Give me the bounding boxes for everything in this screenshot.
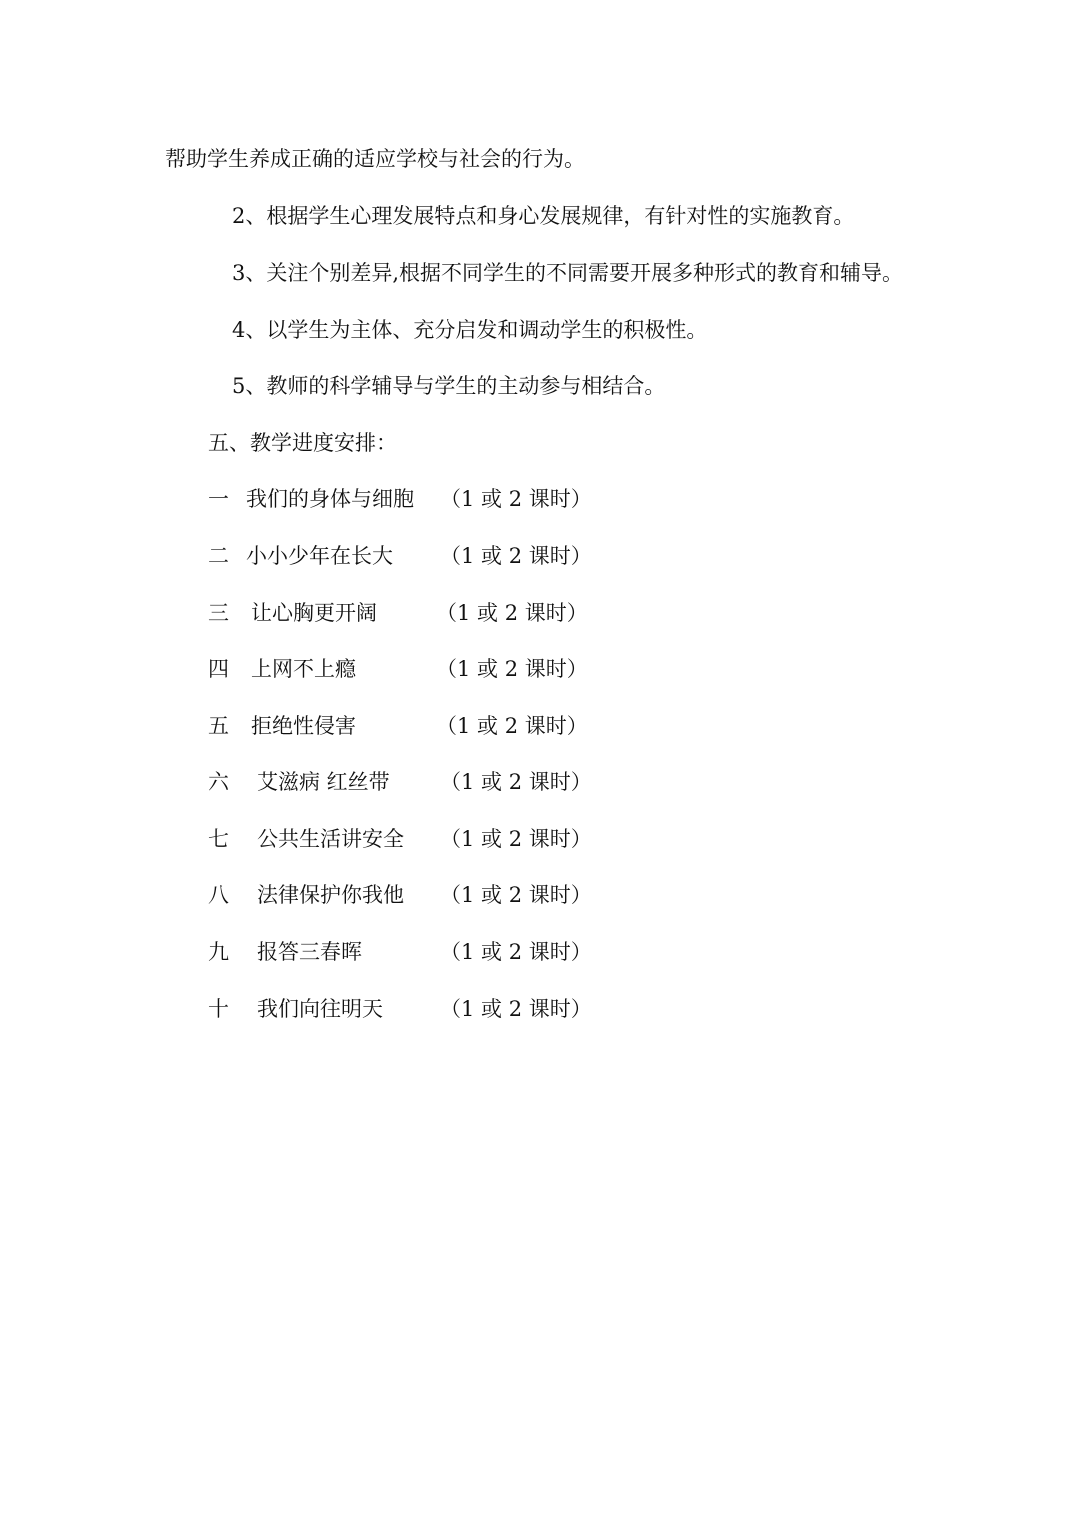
schedule-item-hours: （1 或 2 课时） bbox=[440, 827, 592, 851]
schedule-item-number: 九 bbox=[208, 940, 229, 964]
schedule-item-title: 我们向往明天 bbox=[257, 997, 383, 1021]
paragraph-point-4: 4、以学生为主体、充分启发和调动学生的积极性。 bbox=[232, 318, 708, 342]
schedule-item-title: 我们的身体与细胞 bbox=[246, 487, 414, 511]
paragraph-point-3: 3、关注个别差异,根据不同学生的不同需要开展多种形式的教育和辅导。 bbox=[232, 261, 904, 285]
schedule-item-title: 小小少年在长大 bbox=[246, 544, 393, 568]
paragraph-continuation: 帮助学生养成正确的适应学校与社会的行为。 bbox=[165, 147, 585, 171]
schedule-item-hours: （1 或 2 课时） bbox=[440, 544, 592, 568]
schedule-item-hours: （1 或 2 课时） bbox=[440, 770, 592, 794]
schedule-item-title: 法律保护你我他 bbox=[257, 883, 404, 907]
schedule-item-hours: （1 或 2 课时） bbox=[440, 883, 592, 907]
schedule-item-number: 七 bbox=[208, 827, 229, 851]
schedule-item-number: 八 bbox=[208, 883, 229, 907]
schedule-item-title: 拒绝性侵害 bbox=[251, 714, 356, 738]
schedule-item-number: 四 bbox=[208, 657, 229, 681]
schedule-item-hours: （1 或 2 课时） bbox=[440, 487, 592, 511]
schedule-item-title: 报答三春晖 bbox=[257, 940, 362, 964]
schedule-item-hours: （1 或 2 课时） bbox=[440, 997, 592, 1021]
schedule-item-hours: （1 或 2 课时） bbox=[436, 601, 588, 625]
paragraph-point-2: 2、根据学生心理发展特点和身心发展规律，有针对性的实施教育。 bbox=[232, 204, 855, 228]
schedule-item-number: 二 bbox=[208, 544, 229, 568]
schedule-item-hours: （1 或 2 课时） bbox=[436, 714, 588, 738]
schedule-item-title: 上网不上瘾 bbox=[251, 657, 356, 681]
schedule-item-number: 三 bbox=[208, 601, 229, 625]
schedule-item-hours: （1 或 2 课时） bbox=[436, 657, 588, 681]
schedule-item-title: 让心胸更开阔 bbox=[251, 601, 377, 625]
schedule-item-hours: （1 或 2 课时） bbox=[440, 940, 592, 964]
paragraph-point-5: 5、教师的科学辅导与学生的主动参与相结合。 bbox=[232, 374, 666, 398]
schedule-item-number: 五 bbox=[208, 714, 229, 738]
schedule-item-number: 十 bbox=[208, 997, 229, 1021]
schedule-item-title: 艾滋病 红丝带 bbox=[257, 770, 390, 794]
schedule-item-number: 六 bbox=[208, 770, 229, 794]
schedule-item-title: 公共生活讲安全 bbox=[257, 827, 404, 851]
schedule-heading: 五、教学进度安排： bbox=[208, 431, 397, 455]
schedule-item-number: 一 bbox=[208, 487, 229, 511]
